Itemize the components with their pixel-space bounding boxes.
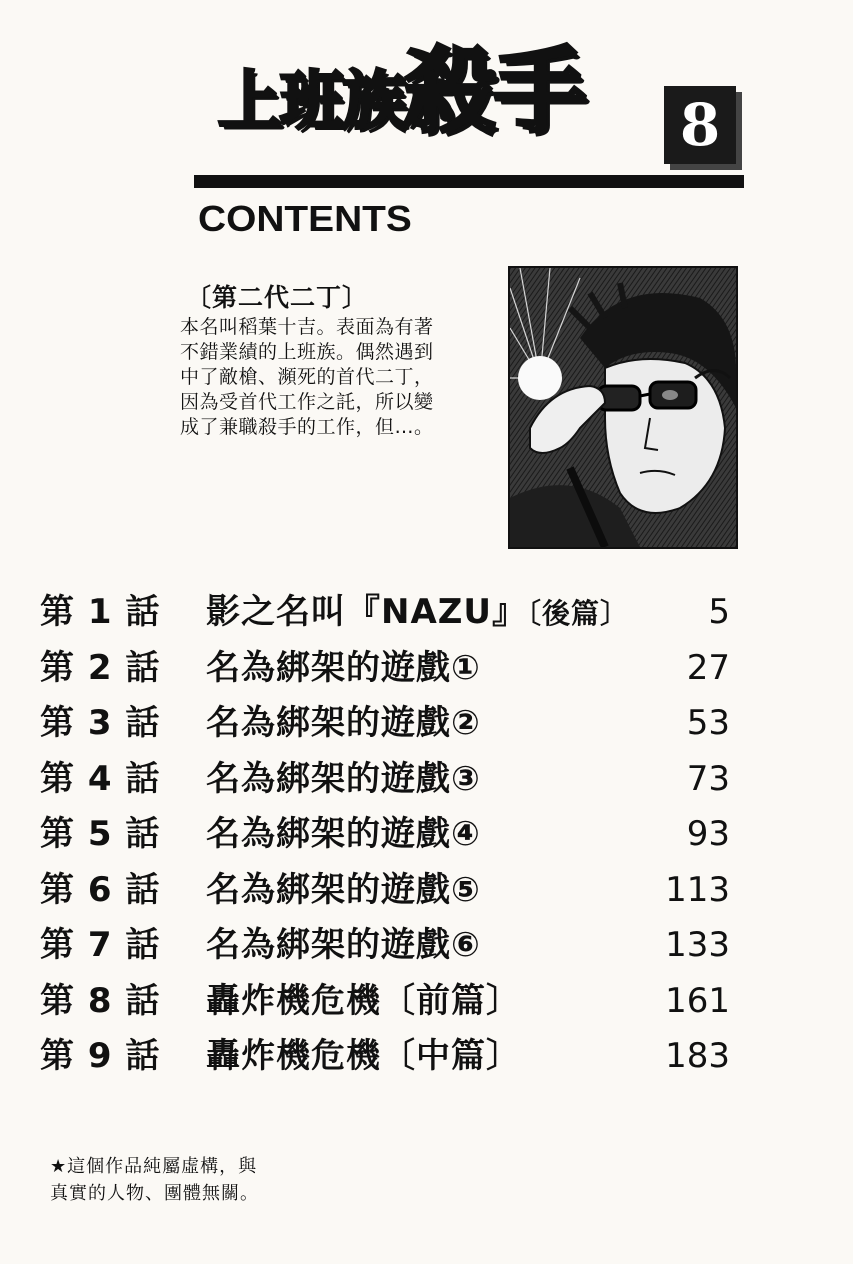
toc-row[interactable]: [40, 585, 740, 641]
chapter-number: 第 4 話: [40, 758, 161, 799]
page-number: 53: [686, 703, 730, 743]
page-number: 5: [708, 592, 730, 632]
toc-row[interactable]: [40, 807, 740, 863]
chapter-number: 第 6 話: [40, 869, 161, 910]
chapter-number: 第 2 話: [40, 647, 161, 688]
profile-line: 本名叫稻葉十吉。表面為有著: [180, 316, 434, 338]
chapter-title: [206, 585, 629, 641]
chapter-number: 第 7 話: [40, 925, 161, 965]
profile-line: 因為受首代工作之託，所以變: [180, 391, 434, 413]
page-number: 133: [665, 925, 730, 965]
chapter-number: 第 9 話: [40, 1036, 161, 1076]
profile-line: 中了敵槍、瀕死的首代二丁，: [180, 366, 434, 388]
disclaimer-line: ★這個作品純屬虛構，與: [50, 1156, 258, 1177]
disclaimer-note: [50, 1153, 259, 1207]
character-portrait: [508, 266, 738, 549]
contents-heading: CONTENTS: [198, 198, 412, 239]
toc-row[interactable]: [40, 752, 740, 808]
chapter-title: 名為綁架的遊戲④: [206, 814, 481, 854]
profile-line: 不錯業績的上班族。偶然遇到: [180, 341, 434, 363]
chapter-number: 第 3 話: [40, 703, 161, 743]
chapter-title: 名為綁架的遊戲②: [206, 703, 481, 743]
chapter-title: 轟炸機危機〔中篇〕: [206, 1036, 521, 1076]
chapter-title: 轟炸機危機〔前篇〕: [206, 980, 521, 1021]
toc-row[interactable]: [40, 974, 740, 1030]
chapter-title: 名為綁架的遊戲⑤: [206, 869, 481, 910]
chapter-title: 名為綁架的遊戲⑥: [206, 925, 481, 965]
title-rule: [194, 175, 744, 188]
disclaimer-line: 真實的人物、團體無關。: [50, 1183, 259, 1204]
chapter-title: 名為綁架的遊戲③: [206, 758, 481, 799]
chapter-number: 第 5 話: [40, 814, 161, 854]
profile-description: [180, 315, 500, 440]
volume-badge: [664, 86, 736, 164]
profile-line: 成了兼職殺手的工作，但…。: [180, 416, 434, 438]
page-number: 113: [665, 869, 730, 910]
profile-name: 〔第二代二丁〕: [186, 283, 369, 312]
chapter-number: 第 8 話: [40, 980, 161, 1021]
chapter-subtitle: 〔後篇〕: [527, 597, 630, 630]
volume-number: 8: [679, 91, 721, 159]
chapter-title: 名為綁架的遊戲①: [206, 647, 481, 688]
toc-row[interactable]: [40, 863, 740, 919]
page-number: 73: [686, 758, 730, 799]
chapter-number: 第 1 話: [40, 592, 161, 632]
toc-row[interactable]: [40, 1029, 740, 1085]
page-number: 183: [665, 1036, 730, 1076]
page-number: 161: [665, 980, 730, 1021]
portrait-illustration: [510, 268, 736, 547]
chapter-title-text: 影之名叫『NAZU』: [206, 592, 528, 632]
title-part2: 殺手: [404, 38, 585, 145]
page-number: 27: [686, 647, 730, 688]
title-part1: 上班族: [218, 65, 404, 139]
toc-row[interactable]: [40, 641, 740, 697]
table-of-contents: [40, 585, 740, 1085]
toc-row[interactable]: [40, 696, 740, 752]
page-number: 93: [686, 814, 730, 854]
toc-row[interactable]: [40, 918, 740, 974]
book-title: [218, 38, 658, 145]
